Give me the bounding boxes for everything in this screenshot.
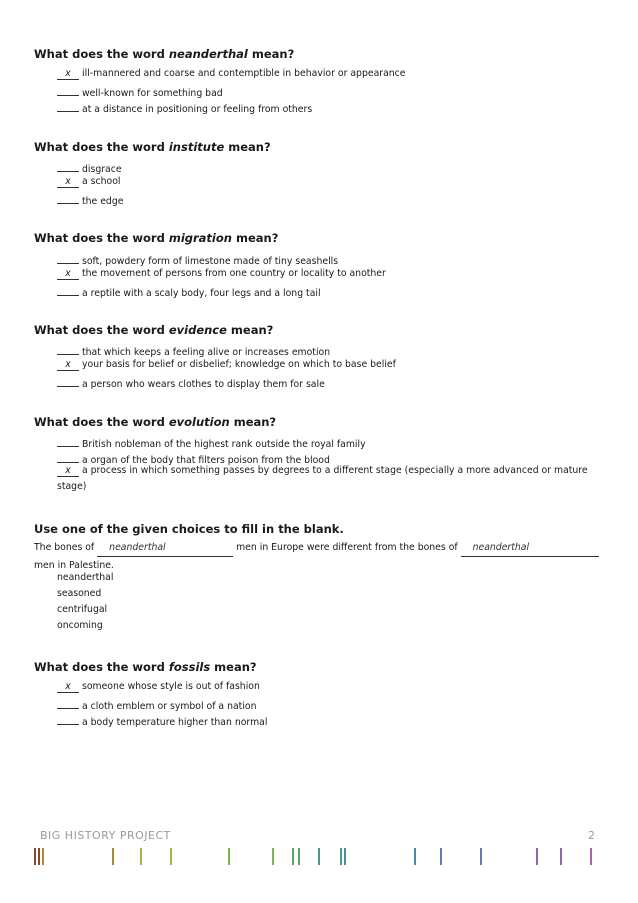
choice-item: seasoned (57, 588, 102, 599)
footer-stripe-bar (272, 848, 274, 865)
question-heading: What does the word neanderthal mean? (34, 47, 295, 61)
answer-option: x someone whose style is out of fashion (57, 681, 260, 693)
footer-stripe-bar (344, 848, 346, 865)
answer-blank[interactable] (57, 451, 79, 463)
footer-stripe-bar (140, 848, 142, 865)
question-heading: What does the word migration mean? (34, 231, 279, 245)
answer-option: a reptile with a scaly body, four legs and a long tail (57, 284, 321, 300)
fill-blank-answer-1[interactable]: neanderthal (97, 539, 233, 557)
answer-option: well-known for something bad (57, 84, 223, 100)
question-heading: What does the word institute mean? (34, 140, 271, 154)
footer-stripe-bar (318, 848, 320, 865)
answer-blank[interactable] (57, 160, 79, 172)
choice-item: neanderthal (57, 572, 114, 583)
footer-stripe-bar (38, 848, 40, 865)
answer-blank[interactable] (57, 252, 79, 264)
answer-blank[interactable] (57, 435, 79, 447)
footer-stripe-bar (440, 848, 442, 865)
answer-option: that which keeps a feeling alive or increases emotion (57, 343, 330, 359)
footer-stripe-bar (42, 848, 44, 865)
choice-item: centrifugal (57, 604, 108, 615)
answer-blank[interactable]: x (57, 465, 79, 477)
answer-blank[interactable]: x (57, 681, 79, 693)
answer-blank[interactable] (57, 343, 79, 355)
answer-option: x a process in which something passes by degrees to a different stage (especially a more advanced or mature stage) (57, 465, 588, 492)
footer-stripe-bar (590, 848, 592, 865)
footer-stripe-bar (340, 848, 342, 865)
answer-blank[interactable]: x (57, 176, 79, 188)
footer-stripe-bar (536, 848, 538, 865)
footer-stripe-bar (112, 848, 114, 865)
answer-option: a cloth emblem or symbol of a nation (57, 697, 256, 713)
answer-blank[interactable] (57, 84, 79, 96)
footer-stripe-bar (560, 848, 562, 865)
answer-blank[interactable]: x (57, 359, 79, 371)
answer-option: a person who wears clothes to display them for sale (57, 375, 325, 391)
answer-option: a organ of the body that filters poison from the blood (57, 451, 330, 467)
answer-blank[interactable]: x (57, 68, 79, 80)
answer-blank[interactable] (57, 375, 79, 387)
footer-stripe-bar (34, 848, 36, 865)
footer-stripe-bar (228, 848, 230, 865)
answer-option: a body temperature higher than normal (57, 713, 267, 729)
fill-blank-sentence: The bones of neanderthal men in Europe were different from the bones of neanderthal men in Palestine. (34, 539, 599, 574)
answer-blank[interactable] (57, 192, 79, 204)
footer-stripe-bar (292, 848, 294, 865)
answer-option: x the movement of persons from one country or locality to another (57, 268, 386, 280)
answer-blank[interactable] (57, 713, 79, 725)
answer-option: x your basis for belief or disbelief; knowledge on which to base belief (57, 359, 396, 371)
footer-stripe-bar (414, 848, 416, 865)
answer-option: x a school (57, 176, 120, 188)
answer-blank[interactable]: x (57, 268, 79, 280)
answer-blank[interactable] (57, 284, 79, 296)
footer-brand-label: BIG HISTORY PROJECT (40, 829, 171, 842)
footer-stripe-bar (170, 848, 172, 865)
answer-blank[interactable] (57, 100, 79, 112)
footer-stripe-bar (480, 848, 482, 865)
answer-option: disgrace (57, 160, 122, 176)
answer-option: British nobleman of the highest rank outside the royal family (57, 435, 366, 451)
answer-option: the edge (57, 192, 123, 208)
fill-blank-heading: Use one of the given choices to fill in the blank. (34, 522, 344, 536)
question-heading: What does the word evolution mean? (34, 415, 277, 429)
answer-option: x ill-mannered and coarse and contemptible in behavior or appearance (57, 68, 406, 80)
page-number: 2 (588, 829, 595, 842)
choice-item: oncoming (57, 620, 103, 631)
answer-blank[interactable] (57, 697, 79, 709)
answer-option: soft, powdery form of limestone made of tiny seashells (57, 252, 338, 268)
answer-option: at a distance in positioning or feeling from others (57, 100, 312, 116)
fill-blank-answer-2[interactable]: neanderthal (461, 539, 599, 557)
footer-stripe-bar (298, 848, 300, 865)
question-heading: What does the word fossils mean? (34, 660, 257, 674)
question-heading: What does the word evidence mean? (34, 323, 274, 337)
